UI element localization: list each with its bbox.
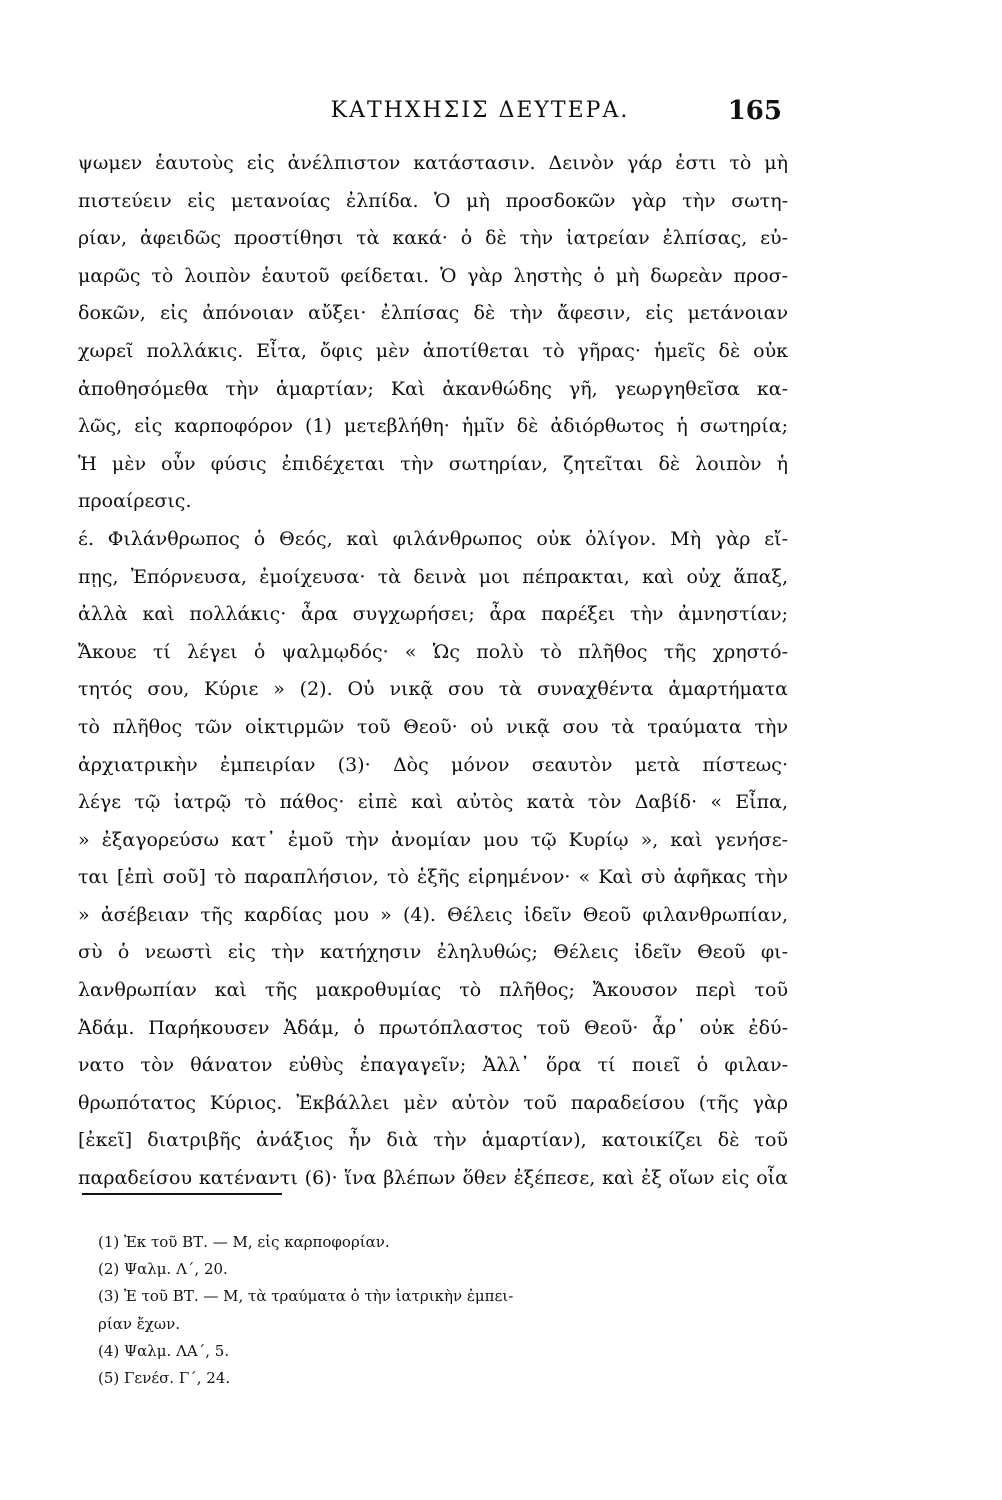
text-line: ρίαν, ἀφειδῶς προστίθησι τὰ κακά· ὁ δὲ τὴν ἰατρείαν ἐλπίσας, εὐ- — [78, 227, 788, 250]
text-line: » ἐξαγορεύσω κατ᾿ ἐμοῦ τὴν ἀνομίαν μου τῷ Κυρίῳ », καὶ γενήσε- — [78, 828, 788, 851]
footnote-3-continued: ρίαν ἔχων. — [98, 1314, 180, 1333]
running-title: ΚΑΤΗΧΗΣΙΣ ΔΕΥΤΕΡΑ. — [330, 98, 630, 123]
text-line: έ. Φιλάνθρωπος ὁ Θεός, καὶ φιλάνθρωπος οὐκ ὀλίγον. Μὴ γὰρ εἴ- — [78, 527, 788, 550]
text-line: παραδείσου κατέναντι (6)· ἵνα βλέπων ὅθεν ἐξέπεσε, καὶ ἐξ οἵων εἰς οἷα — [78, 1167, 788, 1190]
footnote-3: (3) Ἐ τοῦ ΒΤ. — Μ, τὰ τραύματα ὁ τὴν ἰατρικὴν ἐμπει- — [98, 1287, 514, 1306]
text-line: πῃς, Ἐπόρνευσα, ἐμοίχευσα· τὰ δεινὰ μοι πέπρακται, καὶ οὐχ ἅπαξ, — [78, 565, 788, 588]
text-line: λῶς, εἰς καρποφόρον (1) μετεβλήθη· ἡμῖν δὲ ἀδιόρθωτος ἡ σωτηρία; — [78, 415, 788, 438]
text-line: [ἐκεῖ] διατριβῆς ἀνάξιος ἦν διὰ τὴν ἁμαρτίαν), κατοικίζει δὲ τοῦ — [78, 1129, 788, 1152]
text-line: ψωμεν ἑαυτοὺς εἰς ἀνέλπιστον κατάστασιν. Δεινὸν γάρ ἐστι τὸ μὴ — [78, 152, 788, 174]
text-line: ἀρχιατρικὴν ἐμπειρίαν (3)· Δὸς μόνον σεαυτὸν μετὰ πίστεως· — [78, 753, 788, 776]
footnote-4: (4) Ψαλμ. ΛΑ΄, 5. — [98, 1341, 230, 1360]
text-line: ἀποθησόμεθα τὴν ἁμαρτίαν; Καὶ ἀκανθώδης γῆ, γεωργηθεῖσα κα- — [78, 377, 788, 400]
footnote-5: (5) Γενέσ. Γ΄, 24. — [98, 1368, 231, 1387]
text-line: μαρῶς τὸ λοιπὸν ἑαυτοῦ φείδεται. Ὁ γὰρ ληστὴς ὁ μὴ δωρεὰν προσ- — [78, 264, 788, 287]
text-line: τὸ πλῆθος τῶν οἰκτιρμῶν τοῦ Θεοῦ· οὐ νικᾷ σου τὰ τραύματα τὴν — [78, 715, 788, 738]
text-line: Ἡ μὲν οὖν φύσις ἐπιδέχεται τὴν σωτηρίαν, ζητεῖται δὲ λοιπὸν ἡ — [78, 452, 788, 475]
text-line: θρωπότατος Κύριος. Ἐκβάλλει μὲν αὐτὸν τοῦ παραδείσου (τῆς γὰρ — [78, 1091, 788, 1114]
footnotes — [98, 1229, 788, 1392]
text-line: ται [ἐπὶ σοῦ] τὸ παραπλήσιον, τὸ ἑξῆς εἰρημένον· « Καὶ σὺ ἀφῆκας τὴν — [78, 866, 788, 889]
text-line: πιστεύειν εἰς μετανοίας ἐλπίδα. Ὁ μὴ προσδοκῶν γὰρ τὴν σωτη- — [78, 189, 788, 212]
text-line: σὺ ὁ νεωστὶ εἰς τὴν κατήχησιν ἐληλυθώς; Θέλεις ἰδεῖν Θεοῦ φι- — [78, 941, 788, 964]
text-line: τητός σου, Κύριε » (2). Οὐ νικᾷ σου τὰ συναχθέντα ἁμαρτήματα — [78, 678, 788, 701]
text-line: χωρεῖ πολλάκις. Εἶτα, ὄφις μὲν ἀποτίθεται τὸ γῆρας· ἡμεῖς δὲ οὐκ — [78, 339, 788, 362]
page-number: 165 — [727, 96, 782, 126]
text-line: λανθρωπίαν καὶ τῆς μακροθυμίας τὸ πλῆθος; Ἄκουσον περὶ τοῦ — [78, 979, 788, 1002]
text-line: λέγε τῷ ἰατρῷ τὸ πάθος· εἰπὲ καὶ αὐτὸς κατὰ τὸν Δαβίδ· « Εἶπα, — [78, 791, 788, 814]
footnote-2: (2) Ψαλμ. Λ΄, 20. — [98, 1260, 228, 1279]
text-line: Ἀδάμ. Παρήκουσεν Ἀδάμ, ὁ πρωτόπλαστος τοῦ Θεοῦ· ἆρ᾿ οὐκ ἐδύ- — [78, 1016, 788, 1039]
text-line: νατο τὸν θάνατον εὐθὺς ἐπαγαγεῖν; Ἀλλ᾿ ὅρα τί ποιεῖ ὁ φιλαν- — [78, 1054, 788, 1077]
text-line: » ἀσέβειαν τῆς καρδίας μου » (4). Θέλεις ἰδεῖν Θεοῦ φιλανθρωπίαν, — [78, 903, 788, 926]
footnote-1: (1) Ἐκ τοῦ ΒΤ. — Μ, εἰς καρποφορίαν. — [98, 1233, 390, 1251]
text-line: Ἄκουε τί λέγει ὁ ψαλμῳδός· « Ὡς πολὺ τὸ πλῆθος τῆς χρηστό- — [78, 640, 788, 663]
text-line: προαίρεσις. — [78, 490, 192, 513]
text-line: ἀλλὰ καὶ πολλάκις· ἆρα συγχωρήσει; ἆρα παρέξει τὴν ἀμνηστίαν; — [78, 603, 788, 626]
body-text — [78, 145, 788, 1198]
text-line: δοκῶν, εἰς ἀπόνοιαν αὔξει· ἐλπίσας δὲ τὴν ἄφεσιν, εἰς μετάνοιαν — [78, 302, 788, 325]
footnote-rule — [82, 1193, 282, 1195]
